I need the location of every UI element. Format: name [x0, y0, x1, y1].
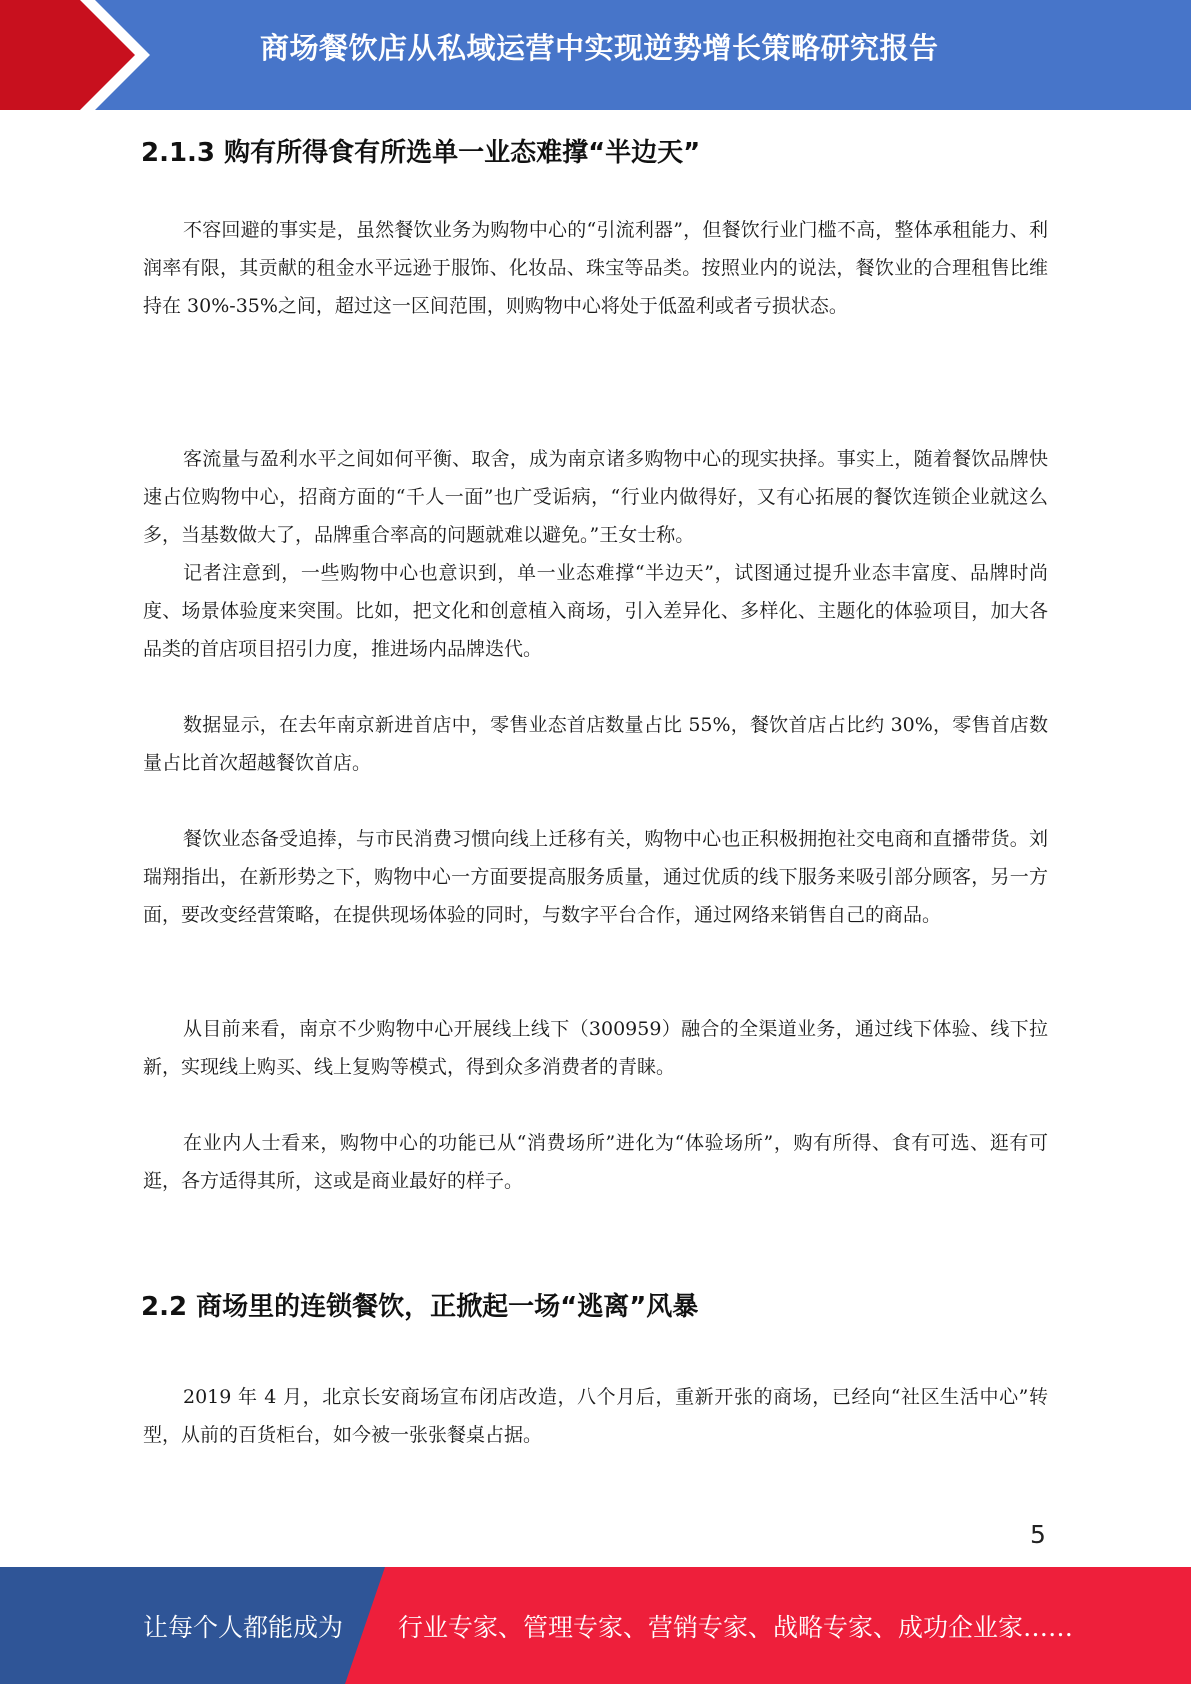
page-header	[0, 0, 1191, 110]
paragraph: 2019 年 4 月，北京长安商场宣布闭店改造，八个月后，重新开张的商场，已经向“社区生活中心”转型，从前的百货柜台，如今被一张张餐桌占据。	[143, 1386, 1048, 1446]
paragraph: 餐饮业态备受追捧，与市民消费习惯向线上迁移有关，购物中心也正积极拥抱社交电商和直播带货。刘瑞翔指出，在新形势之下，购物中心一方面要提高服务质量，通过优质的线下服务来吸引部分顾客，另一方面，要改变经营策略，在提供现场体验的同时，与数字平台合作，通过网络来销售自己的商品。	[143, 828, 1048, 926]
page-number: 5	[1030, 1520, 1046, 1549]
paragraph: 从目前来看，南京不少购物中心开展线上线下（300959）融合的全渠道业务，通过线下体验、线下拉新，实现线上购买、线上复购等模式，得到众多消费者的青睐。	[143, 1018, 1048, 1078]
footer-slogan-left: 让每个人都能成为	[143, 1613, 344, 1642]
section-heading: 2.1.3 购有所得食有所选单一业态难撑“半边天”	[141, 138, 701, 168]
section-heading: 2.2 商场里的连锁餐饮，正掀起一场“逃离”风暴	[141, 1292, 699, 1322]
paragraph: 在业内人士看来，购物中心的功能已从“消费场所”进化为“体验场所”，购有所得、食有可选、逛有可逛，各方适得其所，这或是商业最好的样子。	[143, 1132, 1048, 1192]
footer-slogan-right: 行业专家、管理专家、营销专家、战略专家、成功企业家……	[398, 1613, 1074, 1642]
report-title: 商场餐饮店从私域运营中实现逆势增长策略研究报告	[260, 31, 939, 65]
page-footer	[0, 1567, 1191, 1684]
paragraph: 数据显示，在去年南京新进首店中，零售业态首店数量占比 55%，餐饮首店占比约 30%，零售首店数量占比首次超越餐饮首店。	[143, 714, 1048, 774]
paragraph: 记者注意到，一些购物中心也意识到，单一业态难撑“半边天”，试图通过提升业态丰富度、品牌时尚度、场景体验度来突围。比如，把文化和创意植入商场，引入差异化、多样化、主题化的体验项目，加大各品类的首店项目招引力度，推进场内品牌迭代。	[143, 562, 1048, 660]
paragraph: 不容回避的事实是，虽然餐饮业务为购物中心的“引流利器”，但餐饮行业门槛不高，整体承租能力、利润率有限，其贡献的租金水平远逊于服饰、化妆品、珠宝等品类。按照业内的说法，餐饮业的合理租售比维持在 30%-35%之间，超过这一区间范围，则购物中心将处于低盈利或者亏损状态。	[143, 219, 1048, 317]
paragraph: 客流量与盈利水平之间如何平衡、取舍，成为南京诸多购物中心的现实抉择。事实上，随着餐饮品牌快速占位购物中心，招商方面的“千人一面”也广受诟病，“行业内做得好，又有心拓展的餐饮连锁企业就这么多，当基数做大了，品牌重合率高的问题就难以避免。”王女士称。	[143, 448, 1048, 546]
